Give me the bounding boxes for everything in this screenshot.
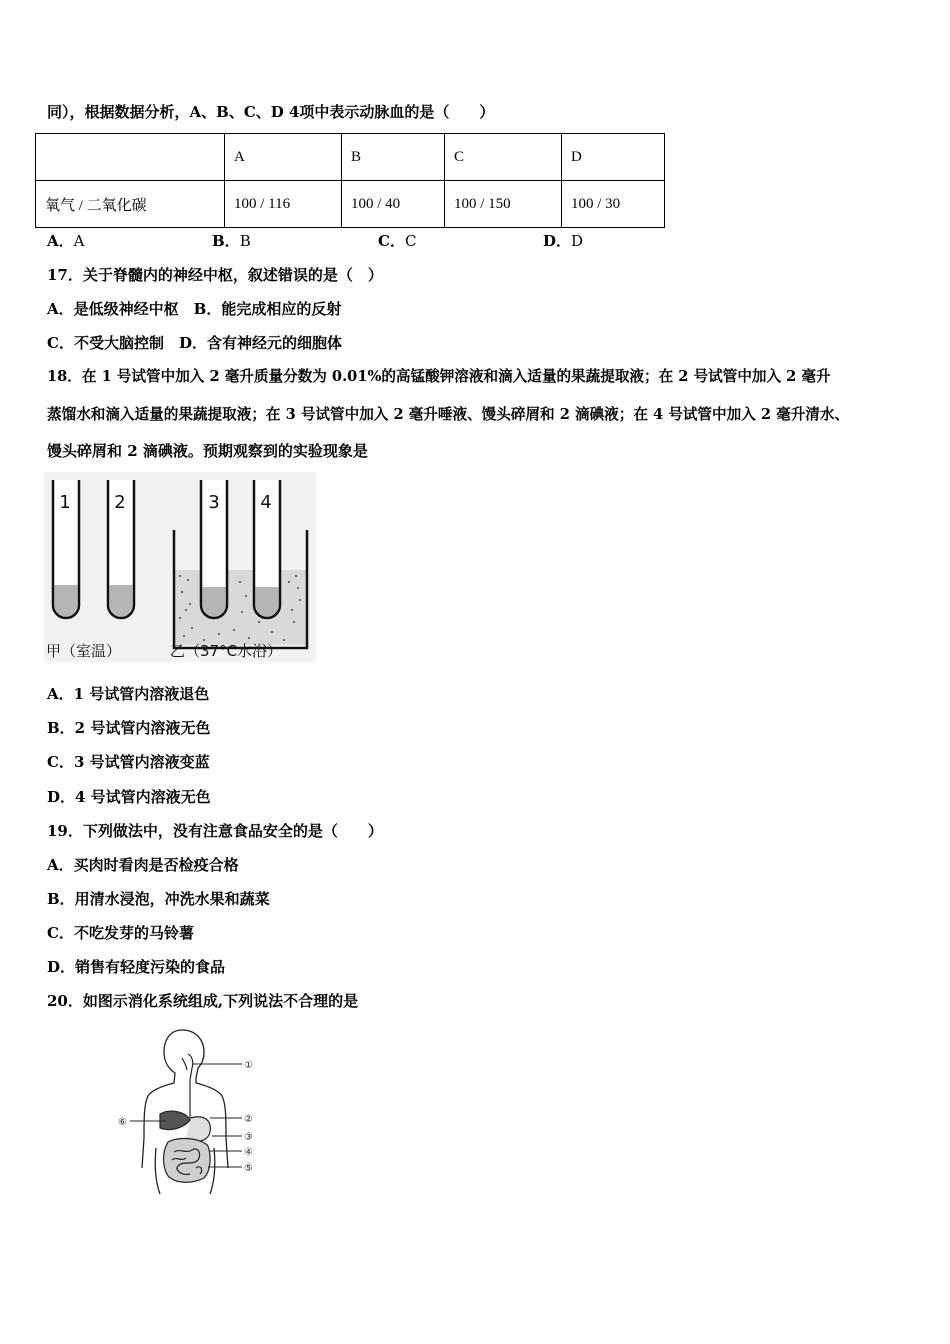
q16-option-b[interactable] <box>212 231 251 251</box>
q18-stem-line1: 18．在 1 号试管中加入 2 毫升质量分数为 0.01%的高锰酸钾溶液和滴入适量的果蔬提取液；在 2 号试管中加入 2 毫升 <box>47 368 831 385</box>
table-header-cell: A <box>225 134 342 181</box>
option-key: B． <box>212 232 240 250</box>
q16-option-c[interactable] <box>378 231 416 251</box>
option-text: C <box>404 232 417 250</box>
table-cell: 100 / 116 <box>225 181 342 228</box>
table-header-row <box>36 134 665 181</box>
label-3: ③ <box>244 1132 253 1143</box>
option-key: A． <box>47 232 74 250</box>
q18-stem-line3: 馒头碎屑和 2 滴碘液。预期观察到的实验现象是 <box>47 442 368 460</box>
q16-option-d[interactable] <box>543 231 583 251</box>
q18-option-b[interactable]: B．2 号试管内溶液无色 <box>47 719 211 737</box>
q18-stem-line2: 蒸馏水和滴入适量的果蔬提取液；在 3 号试管中加入 2 毫升唾液、馒头碎屑和 2 滴碘液；在 4 号试管中加入 2 毫升清水、 <box>47 406 850 423</box>
q17-stem: 17．关于脊髓内的神经中枢，叙述错误的是（ ） <box>47 266 383 284</box>
q18-option-c[interactable]: C．3 号试管内溶液变蓝 <box>47 753 210 771</box>
option-text: B <box>239 232 251 250</box>
digestive-organs <box>160 1054 210 1182</box>
table-row-label: 氧气 / 二氧化碳 <box>36 181 225 228</box>
q17-options-line1[interactable]: A．是低级神经中枢 B．能完成相应的反射 <box>47 300 342 318</box>
label-1: ① <box>244 1060 253 1071</box>
label-6: ⑥ <box>118 1117 127 1128</box>
tube-label-3: 3 <box>208 492 220 513</box>
table-header-cell <box>36 134 225 181</box>
table-row <box>36 181 665 228</box>
blood-gas-table <box>35 133 665 228</box>
option-text: D <box>571 232 584 250</box>
q16-stem: 同），根据数据分析，A、B、C、D 4项中表示动脉血的是（ ） <box>47 103 495 121</box>
table-header-cell: B <box>342 134 445 181</box>
q19-option-b[interactable]: B．用清水浸泡，冲洗水果和蔬菜 <box>47 890 270 908</box>
q19-stem: 19．下列做法中，没有注意食品安全的是（ ） <box>47 822 383 840</box>
table-header-cell: C <box>445 134 562 181</box>
label-2: ② <box>244 1114 253 1125</box>
test-tube-figure <box>44 472 316 662</box>
option-key: C． <box>378 232 405 250</box>
q19-option-d[interactable]: D．销售有轻度污染的食品 <box>47 958 226 976</box>
table-header-cell: D <box>562 134 665 181</box>
tube-label-1: 1 <box>59 492 71 513</box>
label-5: ⑤ <box>244 1163 253 1174</box>
tube-label-2: 2 <box>114 492 126 513</box>
q20-stem: 20．如图示消化系统组成,下列说法不合理的是 <box>47 992 359 1010</box>
q16-option-a[interactable] <box>47 231 84 251</box>
table-cell: 100 / 30 <box>562 181 665 228</box>
q18-option-d[interactable]: D．4 号试管内溶液无色 <box>47 788 211 806</box>
caption-room-temp: 甲（室温） <box>46 642 122 660</box>
table-cell: 100 / 40 <box>342 181 445 228</box>
tube-label-4: 4 <box>260 492 272 513</box>
q17-options-line2[interactable]: C．不受大脑控制 D．含有神经元的细胞体 <box>47 334 342 352</box>
q18-option-a[interactable]: A．1 号试管内溶液退色 <box>47 685 210 703</box>
label-4: ④ <box>244 1147 253 1158</box>
digestive-system-figure <box>112 1028 262 1196</box>
q19-option-c[interactable]: C．不吃发芽的马铃薯 <box>47 924 194 942</box>
option-key: D． <box>543 232 572 250</box>
option-text: A <box>73 232 85 250</box>
caption-water-bath: 乙（37°C水浴） <box>170 642 283 660</box>
table-cell: 100 / 150 <box>445 181 562 228</box>
q19-option-a[interactable]: A．买肉时看肉是否检疫合格 <box>47 856 239 874</box>
